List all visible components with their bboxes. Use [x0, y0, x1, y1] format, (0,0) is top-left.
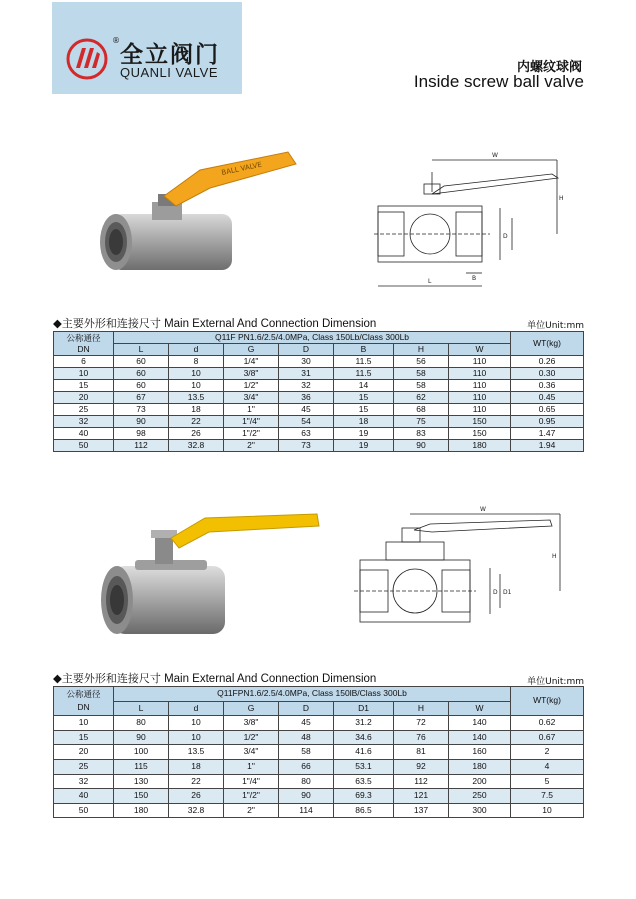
column-header: D1	[334, 701, 394, 716]
cell-weight: 0.67	[511, 730, 584, 745]
table-row	[54, 380, 584, 392]
table-cell: 10	[169, 368, 224, 380]
table-cell: 3/4"	[224, 745, 279, 760]
table-cell: 19	[334, 440, 394, 452]
table-cell: 18	[334, 416, 394, 428]
column-header: d	[169, 701, 224, 716]
dim-label-b: B	[472, 275, 477, 282]
table-row	[54, 404, 584, 416]
cell-weight: 0.65	[511, 404, 584, 416]
table-cell: 34.6	[334, 730, 394, 745]
cell-dn: 40	[54, 428, 114, 440]
table-row	[54, 428, 584, 440]
table-cell: 53.1	[334, 759, 394, 774]
table-cell: 110	[449, 404, 511, 416]
table-cell: 13.5	[169, 745, 224, 760]
table-cell: 68	[394, 404, 449, 416]
valve-photo-1	[92, 150, 302, 285]
header-weight: WT(kg)	[511, 332, 584, 356]
dim2-label-w: W	[480, 506, 486, 513]
table-cell: 1"/4"	[224, 774, 279, 789]
table-row	[54, 440, 584, 452]
cell-weight: 1.47	[511, 428, 584, 440]
table-cell: 13.5	[169, 392, 224, 404]
table-cell: 1"	[224, 759, 279, 774]
table-cell: 1/2"	[224, 730, 279, 745]
table-cell: 15	[334, 404, 394, 416]
table-cell: 32.8	[169, 440, 224, 452]
table-row	[54, 716, 584, 731]
cell-dn: 50	[54, 803, 114, 818]
table-cell: 58	[394, 380, 449, 392]
cell-weight: 0.62	[511, 716, 584, 731]
header-spec: Q11F PN1.6/2.5/4.0MPa, Class 150Lb/Class 300Lb	[114, 332, 511, 344]
table-row	[54, 730, 584, 745]
table-cell: 3/4"	[224, 392, 279, 404]
table-cell: 86.5	[334, 803, 394, 818]
table-cell: 54	[279, 416, 334, 428]
table-cell: 75	[394, 416, 449, 428]
table-row	[54, 803, 584, 818]
table-cell: 31.2	[334, 716, 394, 731]
table-cell: 300	[449, 803, 511, 818]
table-cell: 8	[169, 356, 224, 368]
cell-dn: 15	[54, 380, 114, 392]
cell-dn: 20	[54, 392, 114, 404]
table-cell: 200	[449, 774, 511, 789]
cell-dn: 15	[54, 730, 114, 745]
cell-weight: 2	[511, 745, 584, 760]
table-cell: 32.8	[169, 803, 224, 818]
table-cell: 10	[169, 730, 224, 745]
table-cell: 160	[449, 745, 511, 760]
dimension-table-1	[53, 331, 584, 452]
cell-weight: 0.36	[511, 380, 584, 392]
table-cell: 110	[449, 380, 511, 392]
table-row	[54, 392, 584, 404]
cell-weight: 0.95	[511, 416, 584, 428]
table-cell: 180	[114, 803, 169, 818]
table-row	[54, 774, 584, 789]
table-cell: 1"/2"	[224, 789, 279, 804]
page-title-cn: 内螺纹球阀	[516, 60, 582, 75]
table-cell: 150	[449, 428, 511, 440]
column-header: d	[169, 344, 224, 356]
table-cell: 150	[114, 789, 169, 804]
header-columns-row	[54, 344, 584, 356]
table-cell: 140	[449, 730, 511, 745]
cell-dn: 40	[54, 789, 114, 804]
table-cell: 32	[279, 380, 334, 392]
dim-label-d: D	[503, 233, 508, 240]
table-cell: 140	[449, 716, 511, 731]
table-cell: 90	[394, 440, 449, 452]
section2-title-cn: 主要外形和连接尺寸	[61, 672, 161, 685]
table-row	[54, 416, 584, 428]
column-header: G	[224, 701, 279, 716]
table-cell: 36	[279, 392, 334, 404]
cell-dn: 25	[54, 759, 114, 774]
table-cell: 180	[449, 759, 511, 774]
table-cell: 115	[114, 759, 169, 774]
section2-title: ◆主要外形和连接尺寸 Main External And Connection Dimension	[53, 672, 377, 685]
table-cell: 112	[394, 774, 449, 789]
table-cell: 45	[279, 716, 334, 731]
section1-title: ◆主要外形和连接尺寸 Main External And Connection Dimension	[53, 317, 377, 330]
cell-weight: 10	[511, 803, 584, 818]
brand-name-en: QUANLI VALVE	[120, 65, 218, 80]
table-cell: 22	[169, 774, 224, 789]
brand-logo-icon	[66, 38, 108, 80]
table-cell: 56	[394, 356, 449, 368]
table-cell: 63	[279, 428, 334, 440]
table-cell: 26	[169, 428, 224, 440]
table-cell: 73	[279, 440, 334, 452]
table-cell: 26	[169, 789, 224, 804]
cell-dn: 6	[54, 356, 114, 368]
column-header: W	[449, 344, 511, 356]
table-cell: 1"	[224, 404, 279, 416]
table-cell: 22	[169, 416, 224, 428]
cell-weight: 7.5	[511, 789, 584, 804]
table-cell: 18	[169, 759, 224, 774]
table-cell: 63.5	[334, 774, 394, 789]
header-spec: Q11FPN1.6/2.5/4.0MPa, Class 150lB/Class 300Lb	[114, 687, 511, 702]
table-cell: 14	[334, 380, 394, 392]
table-cell: 110	[449, 392, 511, 404]
table-cell: 137	[394, 803, 449, 818]
table-cell: 1/2"	[224, 380, 279, 392]
header-columns-row	[54, 701, 584, 716]
dim2-label-d: D	[493, 589, 498, 596]
page-title-en: Inside screw ball valve	[413, 72, 584, 91]
table-cell: 2"	[224, 803, 279, 818]
cell-dn: 20	[54, 745, 114, 760]
header-weight: WT(kg)	[511, 687, 584, 716]
valve-drawing-2	[350, 500, 580, 648]
table-cell: 83	[394, 428, 449, 440]
table-cell: 45	[279, 404, 334, 416]
table-row	[54, 759, 584, 774]
table-cell: 60	[114, 380, 169, 392]
table-cell: 11.5	[334, 356, 394, 368]
table-cell: 58	[279, 745, 334, 760]
dim-label-w: W	[492, 152, 498, 159]
table-cell: 73	[114, 404, 169, 416]
section1-unit: 单位Unit:mm	[527, 321, 584, 331]
table-row	[54, 745, 584, 760]
table-cell: 3/8"	[224, 716, 279, 731]
table-cell: 31	[279, 368, 334, 380]
table-cell: 58	[394, 368, 449, 380]
table-cell: 98	[114, 428, 169, 440]
table-cell: 80	[114, 716, 169, 731]
table-cell: 110	[449, 368, 511, 380]
table-cell: 3/8"	[224, 368, 279, 380]
cell-dn: 50	[54, 440, 114, 452]
table-cell: 180	[449, 440, 511, 452]
handle-label: BALL VALVE	[220, 160, 263, 177]
table-cell: 30	[279, 356, 334, 368]
section2-unit: 单位Unit:mm	[527, 677, 584, 687]
dimension-table-2	[53, 686, 584, 818]
column-header: L	[114, 701, 169, 716]
column-header: B	[334, 344, 394, 356]
table-row	[54, 789, 584, 804]
dim-label-h: H	[559, 195, 564, 202]
section1-title-en: Main External And Connection Dimension	[164, 318, 377, 330]
table-cell: 10	[169, 380, 224, 392]
table-cell: 150	[449, 416, 511, 428]
table-cell: 130	[114, 774, 169, 789]
table-cell: 72	[394, 716, 449, 731]
table-cell: 90	[114, 416, 169, 428]
cell-dn: 32	[54, 774, 114, 789]
table-cell: 90	[114, 730, 169, 745]
column-header: H	[394, 701, 449, 716]
column-header: W	[449, 701, 511, 716]
dim2-label-h: H	[552, 553, 557, 560]
valve-drawing-1	[372, 148, 572, 296]
table-cell: 11.5	[334, 368, 394, 380]
table-cell: 80	[279, 774, 334, 789]
cell-dn: 10	[54, 368, 114, 380]
section1-title-cn: 主要外形和连接尺寸	[61, 317, 161, 330]
cell-weight: 1.94	[511, 440, 584, 452]
table-cell: 18	[169, 404, 224, 416]
table-row	[54, 356, 584, 368]
cell-weight: 5	[511, 774, 584, 789]
table-cell: 62	[394, 392, 449, 404]
table-cell: 48	[279, 730, 334, 745]
table-cell: 60	[114, 356, 169, 368]
table-cell: 90	[279, 789, 334, 804]
column-header: H	[394, 344, 449, 356]
table-cell: 2"	[224, 440, 279, 452]
valve-photo-2	[95, 508, 325, 653]
table-cell: 60	[114, 368, 169, 380]
column-header: D	[279, 344, 334, 356]
table-cell: 110	[449, 356, 511, 368]
section2-title-en: Main External And Connection Dimension	[164, 673, 377, 685]
table-row	[54, 368, 584, 380]
table-cell: 112	[114, 440, 169, 452]
cell-weight: 4	[511, 759, 584, 774]
column-header: L	[114, 344, 169, 356]
table-cell: 10	[169, 716, 224, 731]
table-cell: 250	[449, 789, 511, 804]
brand-logo-block	[52, 2, 242, 94]
cell-dn: 32	[54, 416, 114, 428]
table-cell: 69.3	[334, 789, 394, 804]
cell-weight: 0.45	[511, 392, 584, 404]
header-nominal: 公称通径 DN	[54, 332, 114, 356]
dim-label-l: L	[428, 278, 432, 285]
table-cell: 81	[394, 745, 449, 760]
cell-dn: 25	[54, 404, 114, 416]
dim2-label-d1: D1	[503, 589, 512, 596]
table-cell: 66	[279, 759, 334, 774]
cell-weight: 0.26	[511, 356, 584, 368]
table-cell: 67	[114, 392, 169, 404]
cell-dn: 10	[54, 716, 114, 731]
table-cell: 121	[394, 789, 449, 804]
cell-weight: 0.30	[511, 368, 584, 380]
table-cell: 114	[279, 803, 334, 818]
table-cell: 1/4"	[224, 356, 279, 368]
column-header: G	[224, 344, 279, 356]
table-cell: 92	[394, 759, 449, 774]
brand-name-cn: 全立阀门	[120, 42, 220, 68]
registered-mark: ®	[112, 36, 120, 45]
table-cell: 19	[334, 428, 394, 440]
table-cell: 76	[394, 730, 449, 745]
table-cell: 15	[334, 392, 394, 404]
table-cell: 100	[114, 745, 169, 760]
table-cell: 1"/4"	[224, 416, 279, 428]
table-cell: 1"/2"	[224, 428, 279, 440]
column-header: D	[279, 701, 334, 716]
header-nominal: 公称通径 DN	[54, 687, 114, 716]
table-cell: 41.6	[334, 745, 394, 760]
